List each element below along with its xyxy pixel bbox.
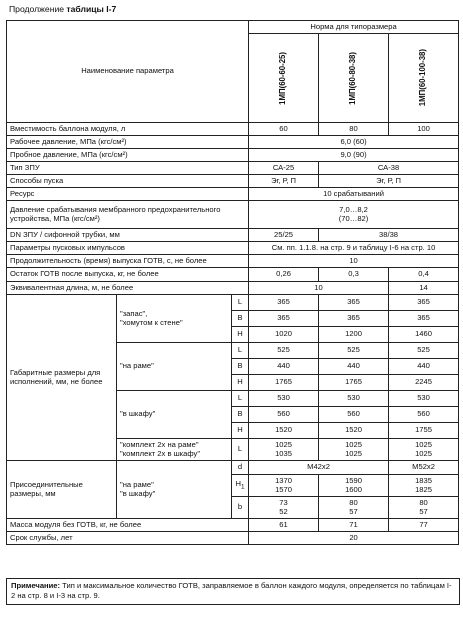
b-frame: 80 [349,497,358,507]
cell-value: 1460 [389,327,459,343]
cell-value: СА-38 [319,162,459,175]
table-row [7,123,459,136]
table-row [7,136,459,149]
table-row [7,229,459,242]
row-label: DN ЗПУ / сифонной трубки, мм [7,229,249,242]
cell-value: 530 [249,391,319,407]
cell-value: 0,3 [319,268,389,282]
row-label: Рабочее давление, МПа (кгс/см²) [7,136,249,149]
h1-cabinet: 1825 [415,484,432,494]
cell-value: 1755 [389,423,459,439]
size-col-1 [249,34,319,123]
cell-value [249,439,319,461]
kit-l-frame: 1025 [275,439,292,449]
cell-value: Эг, Р, П [319,175,459,188]
cell-value: 365 [319,311,389,327]
row-label: Масса модуля без ГОТВ, кг, не более [7,519,249,532]
cell-value [319,497,389,519]
cell-value: См. пп. 1.1.8. на стр. 9 и таблицу I-6 на стр. 10 [249,242,459,255]
table-row [7,268,459,282]
cell-value: 525 [249,343,319,359]
cell-value: 1020 [249,327,319,343]
b-cabinet: 52 [279,506,288,516]
cell-value: 530 [389,391,459,407]
cell-value: 440 [319,359,389,375]
cell-value: 80 [319,123,389,136]
row-label: Параметры пусковых импульсов [7,242,249,255]
note-text: Тип и максимальное количество ГОТВ, заправляемое в баллон каждого модуля, определяется по таблицам I-2 на стр. 8 и I-3 на стр. 9. [11,581,452,601]
cell-value: 10 [249,282,389,295]
cell-value: 365 [389,295,459,311]
cell-value: 0,4 [389,268,459,282]
cell-value: 560 [319,407,389,423]
dim-letter: H [232,375,249,391]
cell-value: 60 [249,123,319,136]
variant-kit-frame: "комплект 2х на раме" [120,439,199,449]
dim-letter: d [232,461,249,475]
cell-value: 365 [389,311,459,327]
cell-value: 0,26 [249,268,319,282]
cell-value: 2245 [389,375,459,391]
kit-l-frame: 1025 [415,439,432,449]
cell-value [249,497,319,519]
dim-letter: L [232,391,249,407]
table-note [6,578,460,605]
h1-frame: 1835 [415,475,432,485]
kit-l-frame: 1025 [345,439,362,449]
row-label: Остаток ГОТВ после выпуска, кг, не более [7,268,249,282]
cell-value: 38/38 [319,229,459,242]
table-row [7,461,459,475]
table-row [7,282,459,295]
variant-name [117,295,232,343]
cell-value: Эг, Р, П [249,175,319,188]
cell-value [319,439,389,461]
cell-value: M42x2 [249,461,389,475]
cell-value: 1200 [319,327,389,343]
cell-value: 1765 [249,375,319,391]
b-frame: 73 [279,497,288,507]
variant-name [117,461,232,519]
cell-value [389,475,459,497]
cell-value: 9,0 (90) [249,149,459,162]
row-label: Пробное давление, МПа (кгс/см²) [7,149,249,162]
membrane-mpa: 7,0…8,2 [339,204,368,214]
b-frame: 80 [419,497,428,507]
dims-label: Габаритные размеры для исполнений, мм, не более [7,295,117,461]
cell-value: M52x2 [389,461,459,475]
table-row [7,162,459,175]
h1-frame: 1590 [345,475,362,485]
variant-name: "в шкафу" [117,391,232,439]
h1-frame: 1370 [275,475,292,485]
dim-letter: b [232,497,249,519]
dim-letter: B [232,311,249,327]
cell-value: 71 [319,519,389,532]
table-caption [9,4,116,14]
connect-label: Присоединительные размеры, мм [7,461,117,519]
size-col-3 [389,34,459,123]
norm-header: Норма для типоразмера [249,21,459,34]
dim-letter: B [232,359,249,375]
row-label: Вместимость баллона модуля, л [7,123,249,136]
size-label-2: 1МП(60-80-38) [348,51,358,105]
cell-value: 10 срабатываний [249,188,459,201]
table-row [7,175,459,188]
cell-value: 440 [249,359,319,375]
cell-value: 100 [389,123,459,136]
size-label-3: 1МП(60-100-38) [418,49,428,107]
letter-h-sub: 1 [240,483,245,491]
variant-name: "на раме" [117,343,232,391]
cell-value: 560 [249,407,319,423]
row-label: Тип ЗПУ [7,162,249,175]
cell-value: 525 [389,343,459,359]
cell-value: 77 [389,519,459,532]
row-label: Эквивалентная длина, м, не более [7,282,249,295]
connect-cabinet: "в шкафу" [120,488,156,498]
table-row [7,519,459,532]
size-col-2 [319,34,389,123]
cell-value [249,475,319,497]
b-cabinet: 57 [349,506,358,516]
cell-value [389,497,459,519]
row-label: Способы пуска [7,175,249,188]
kit-l-cabinet: 1025 [345,448,362,458]
cell-value: 14 [389,282,459,295]
cell-value: 525 [319,343,389,359]
cell-value: 10 [249,255,459,268]
cell-value: 440 [389,359,459,375]
param-header: Наименование параметра [7,21,249,123]
variant-wall: "хомутом к стене" [120,317,183,327]
row-label: Продолжительность (время) выпуска ГОТВ, с, не более [7,255,249,268]
header-row [7,21,459,34]
cell-value: 6,0 (60) [249,136,459,149]
caption-prefix: Продолжение [9,4,67,14]
cell-value: 560 [389,407,459,423]
dim-letter: L [232,295,249,311]
kit-l-cabinet: 1035 [275,448,292,458]
dim-letter: L [232,343,249,359]
cell-value: 365 [249,295,319,311]
table-row [7,201,459,229]
cell-value [389,439,459,461]
dim-letter: H [232,423,249,439]
h1-cabinet: 1570 [275,484,292,494]
cell-value [249,201,459,229]
cell-value: 365 [249,311,319,327]
cell-value: СА-25 [249,162,319,175]
cell-value: 1765 [319,375,389,391]
cell-value: 1520 [319,423,389,439]
table-row [7,255,459,268]
caption-table-number: таблицы I-7 [66,4,117,14]
cell-value: 61 [249,519,319,532]
table-row [7,295,459,311]
cell-value: 530 [319,391,389,407]
connect-frame: "на раме" [120,479,154,489]
cell-value: 20 [249,532,459,545]
dim-letter: B [232,407,249,423]
b-cabinet: 57 [419,506,428,516]
cell-value: 25/25 [249,229,319,242]
cell-value: 1520 [249,423,319,439]
table-row [7,242,459,255]
row-label: Ресурс [7,188,249,201]
table-row [7,188,459,201]
cell-value: 365 [319,295,389,311]
dim-letter: H [232,327,249,343]
h1-cabinet: 1600 [345,484,362,494]
row-label: Срок службы, лет [7,532,249,545]
letter-h: H [235,479,241,489]
spec-table [6,20,459,545]
variant-zapas: "запас", [120,308,148,318]
dim-letter [232,475,249,497]
kit-l-cabinet: 1025 [415,448,432,458]
cell-value [319,475,389,497]
dim-letter: L [232,439,249,461]
row-label: Давление срабатывания мембранного предохранительного устройства, МПа (кгс/см²) [7,201,249,229]
variant-kit-cabinet: "комплект 2х в шкафу" [120,448,201,458]
variant-name [117,439,232,461]
table-row [7,149,459,162]
note-title: Примечание: [11,581,61,590]
size-label-1: 1МП(60-60-25) [278,51,288,105]
membrane-kgs: (70…82) [338,213,369,223]
table-row [7,532,459,545]
